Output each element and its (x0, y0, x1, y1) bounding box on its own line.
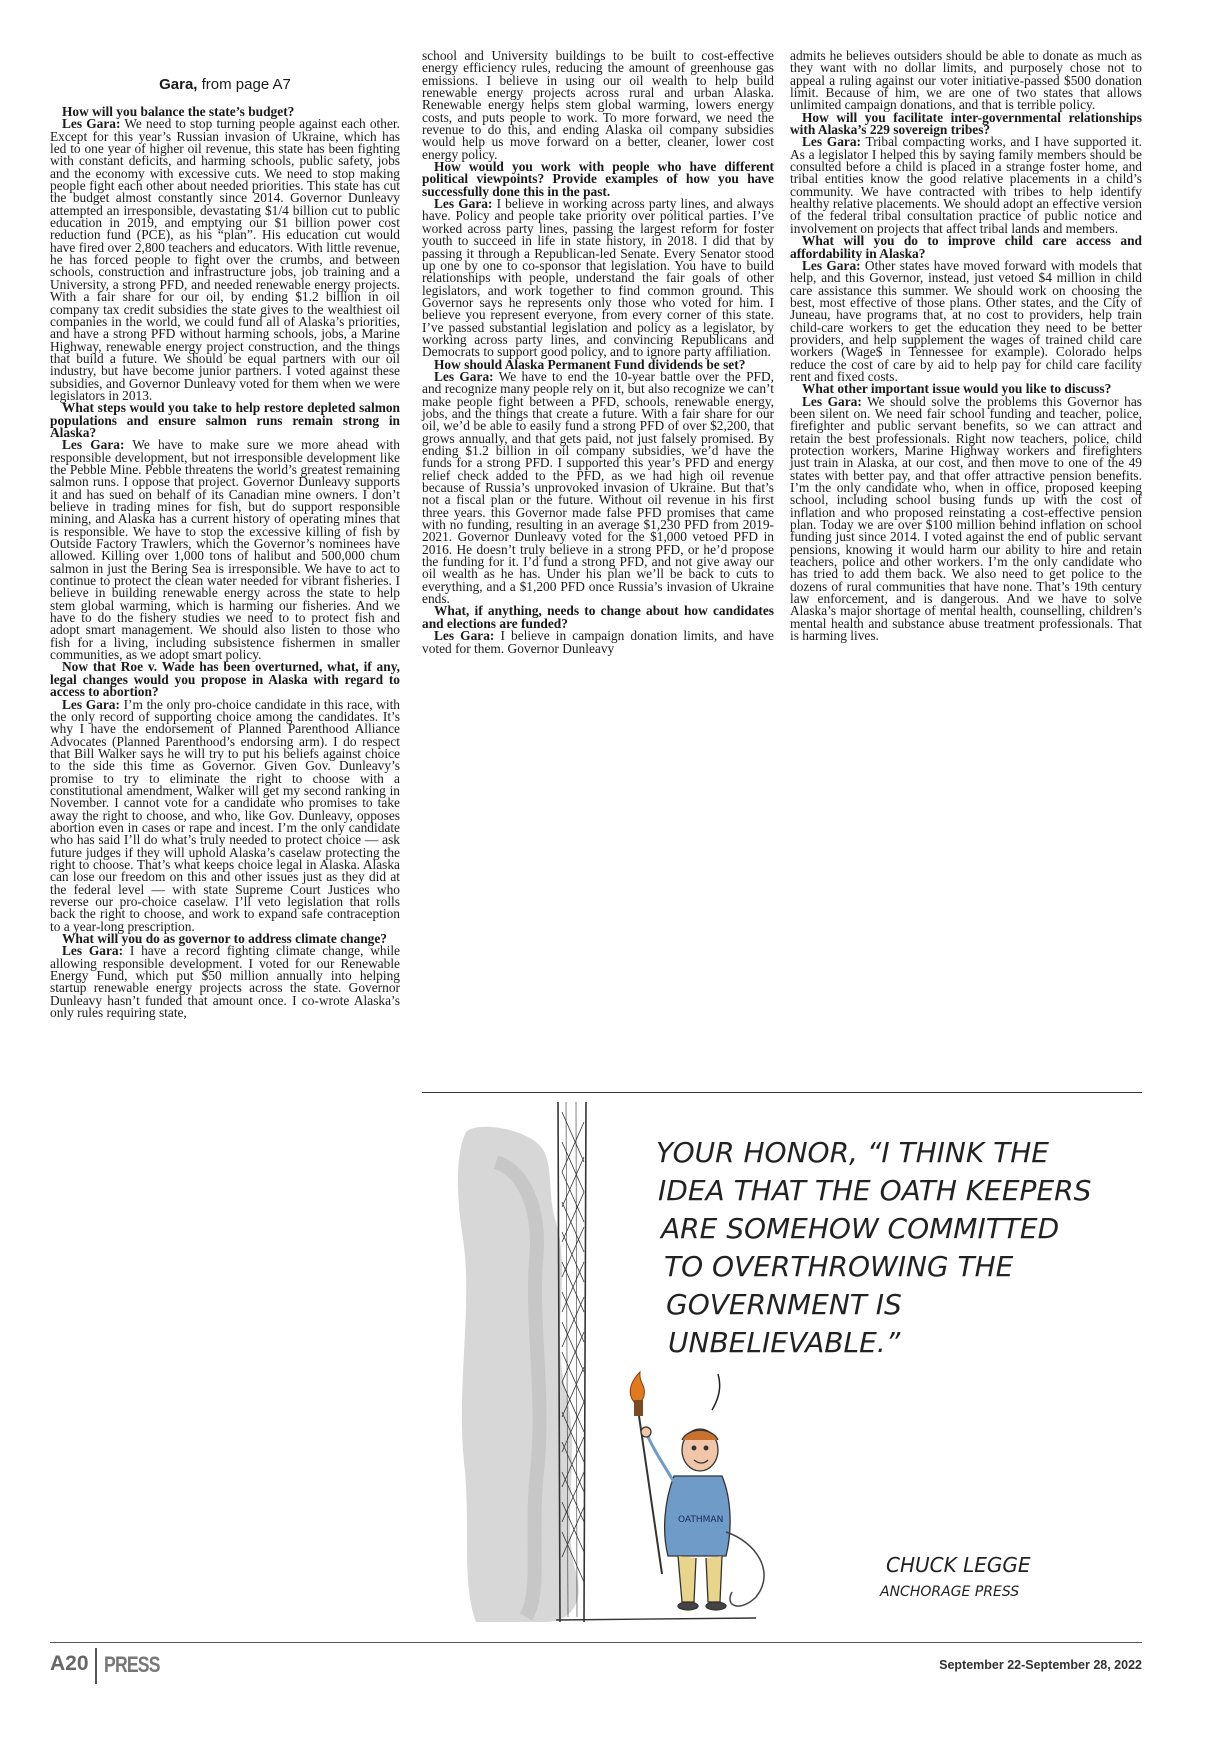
answer-text: I believe in working across party lines, and always have. Policy and people take priority over political parties. I’ve worked across party lines, passing the largest reform for foster youth to succeed in life in state history, in 2018. I did that by passing it through a Republican-led Senate. Every Senator stood up one by one to co-sponsor that legislation. You have to build relationships with people, understand the fair goals of other legislators, and work together to find common ground. This Governor says he represents only those who voted for him. I believe you represent everyone, from every corner of this state. I’ve passed substantial legislation and policy as a legislator, by working across party lines, and convincing Republicans and Democrats to support good policy, and to ignore party affiliation. (422, 196, 774, 360)
speaker: Les Gara: (62, 943, 124, 959)
caption-line-1: YOUR HONOR, “I THINK THE (656, 1136, 1049, 1169)
torch-icon (630, 1372, 662, 1574)
question: What will you do as governor to address climate change? (62, 931, 387, 947)
caption-line-4: TO OVERTHROWING THE (664, 1250, 1014, 1283)
jump-rest: from page A7 (197, 76, 291, 93)
speaker: Les Gara: (434, 196, 493, 212)
question: What will you do to improve child care access and affordability in Alaska? (790, 233, 1142, 261)
speaker: Les Gara: (434, 628, 495, 644)
question: What other important issue would you like to discuss? (802, 381, 1112, 397)
answer (422, 630, 774, 655)
answer-text: I’m the only pro-choice candidate in this race, with the only record of supporting choice among the candidates. It’s why I have the endorsement of Planned Parenthood Alliance Advocates (Planned Parenthood’s endorsing arm). I do respect that Bill Walker says he will try to put his beliefs against choice to the side this time as Governor. Given Gov. Dunleavy’s promise to try to eliminate the right to choose with a constitutional amendment, Walker will get my second ranking in November. I cannot vote for a candidate who promises to take away the right to choose, and who, like Gov. Dunleavy, opposes abortion even in cases or rape and incest. I’m the only candidate who has said I’ll do what’s truly needed to protect choice — ask future judges if they will uphold Alaska’s caselaw protecting the right to choose. That’s what keeps choice legal in Alaska. Alaska can lose our freedom on this and other issues just as they did at the federal level — with state Supreme Court Justices who reverse our pro-choice caselaw. I’ll veto legislation that rolls back the right to choose, and work to expand safe contraception to a year-long prescription. (50, 696, 400, 934)
question: What, if anything, needs to change about how candidates and elections are funded? (422, 603, 774, 631)
answer (50, 945, 400, 1019)
answer-text: We have to end the 10-year battle over the PFD, and recognize many people rely on it, but also recognize we can’t make people fight between a PFD, schools, renewable energy, jobs, and the things that create a future. With a fair share for our oil, we’d be able to easily fund a strong PFD of over $2,200, that grows annually, and that gets paid, not just falsely promised. By ending $1.2 billion in oil company subsidies, we’d have the funds for a strong PFD. I supported this year’s PFD and energy relief check added to the PFD, as we had high oil revenue because of Russia’s unprovoked invasion of Ukraine. But that’s not a fiscal plan or the future. Without oil revenue in his first three years. this Governor made false PFD promises that came with no funding, resulting in an average $1,230 PFD from 2019-2021. Governor Dunleavy voted for the $1,000 vetoed PFD in 2016. He doesn’t truly believe in a strong PFD, or he’d propose the funding for it. I’d fund a strong PFD, and not give away our oil wealth as he has. Under his plan we’ll be back to cuts to everything, and a $1,200 PFD once Russia’s invasion of Ukraine ends. (422, 368, 774, 607)
speaker: Les Gara: (802, 257, 861, 273)
speaker: Les Gara: (802, 134, 862, 150)
footer-rule (50, 1642, 1142, 1643)
continued-text: school and University buildings to be built to cost-effective energy efficiency rules, reducing the amount of greenhouse gas emissions. I believe in using our oil wealth to help build renewable energy projects across rural and urban Alaska. Renewable energy helps stem global warming, lowers energy costs, and puts people to work. To more forward, we need the revenue to do this, and ending Alaska oil company subsidies would help us move forward on a better, cleaner, lower cost energy policy. (422, 48, 774, 162)
answer-text: I have a record fighting climate change, while allowing responsible development. I voted for our Renewable Energy Fund, which put $50 million annually into helping startup renewable energy projects across the state. Governor Dunleavy hasn’t funded that amount once. I co-wrote Alaska’s only rules requiring state, (50, 943, 400, 1021)
answer (790, 136, 1142, 235)
answer-text: Other states have moved forward with models that help, and this Governor, instead, just vetoed $4 million in child care assistance this summer. We should work on choosing the best, most effective of those plans. Other states, and the City of Juneau, have programs that, at no cost to providers, help train child-care workers to get the education they need to be better providers, and help supplement the wages of trained child care workers (Wage$ in Tennessee for example). Colorado helps reduce the cost of care by aid to help pay for child care facility rent and fixed costs. (790, 257, 1142, 384)
answer (422, 368, 774, 607)
speaker: Les Gara: (62, 437, 125, 453)
continued-text: admits he believes outsiders should be able to donate as much as they want with no dollar limits, and purposely chose not to appeal a ruling against our voter initiative-passed $500 donation limit. Because of him, we are one of two states that allows unlimited campaign donations, and that is terrible policy. (790, 48, 1142, 113)
column-3 (790, 50, 1142, 643)
caption-line-6: UNBELIEVABLE.” (668, 1326, 901, 1359)
caption-line-2: IDEA THAT THE OATH KEEPERS (658, 1174, 1092, 1207)
answer-text: We need to stop turning people against each other. Except for this year’s Russian invasion of Ukraine, which has led to one year of higher oil revenue, this state has been fighting with constant deficits, and harming schools, public safety, jobs and the economy with excessive cuts. We need to stop making people fight each other about needed priorities. This state has cut the budget almost constantly since 2014. Governor Dunleavy attempted an irresponsible, devastating $1/4 billion cut to public education in 2019, and emptying our $1 billion power cost reduction fund (PCE), as his “plan”. His education cut would have fired over 2,800 teachers and educators. With little revenue, he has forced people to fight over the crumbs, and between schools, construction and infrastructure jobs, job training and a University, a strong PFD, and needed renewable energy projects. With a fair share for our oil, by ending $1.2 billion in oil company tax credit subsidies the state gives to the wealthiest oil companies in the world, we could fund all of Alaska’s priorities, and have a strong PFD without harming schools, jobs, a Marine Highway, renewable energy project construction, and the things that build a future. We should be equal partners with our oil industry, but have become junior partners. I voted against these subsidies, and Governor Dunleavy voted for them when we were legislators in 2013. (50, 116, 400, 403)
shirt-text: OATHMAN (678, 1515, 724, 1525)
answer (790, 257, 1142, 384)
footer-divider (95, 1648, 97, 1684)
answer (422, 198, 774, 358)
jump-name: Gara, (159, 76, 198, 93)
column-1 (50, 106, 400, 1019)
speaker: Les Gara: (434, 368, 494, 384)
caption-line-5: GOVERNMENT IS (666, 1288, 902, 1321)
cartoon-caption (656, 1136, 1091, 1359)
speaker: Les Gara: (802, 393, 862, 409)
answer (50, 696, 400, 934)
question: How will you facilitate inter-governmental relationships with Alaska’s 229 sovereign tribes? (790, 109, 1142, 138)
question: How will you balance the state’s budget? (62, 104, 295, 119)
speaker: Les Gara: (62, 696, 120, 712)
smoke-shading (458, 1127, 579, 1622)
caption-line-3: ARE SOMEHOW COMMITTED (661, 1212, 1060, 1245)
jump-line (50, 76, 400, 94)
cartoon-top-rule (422, 1092, 1142, 1093)
answer-text: We have to make sure we more ahead with responsible development, but not irresponsible development like the Pebble Mine. Pebble threatens the world’s greatest remaining salmon runs. I oppose that project. Governor Dunleavy supports it and has sued on behalf of its Canadian mine owners. I don’t believe in trading mines for fish, but do support responsible mining, and Alaska has a current history of operating mines that is responsible. We have to stop the excessive killing of fish by Outside Factory Trawlers, which the Governor’s nominees have allowed. Killing over 1,000 tons of halibut and 500,000 chum salmon in just the Bering Sea is irresponsible. We have to act to continue to protect the clean water needed for vibrant fisheries. I believe in building renewable energy across the state to help stem global warming, which is harming our fisheries. And we have to do the fishery studies we need to to protect fish and adopt smart management. We should also listen to those who fish for a living, including subsistence fishermen in smaller communities, as we adopt smart policy. (50, 437, 400, 663)
answer (50, 439, 400, 661)
question: What steps would you take to help restore depleted salmon populations and ensure salmon runs remain strong in Alaska? (50, 400, 400, 440)
editorial-cartoon (456, 1102, 1146, 1642)
speaker: Les Gara: (62, 116, 121, 132)
artist-signature (879, 1553, 1031, 1600)
protester-figure (641, 1427, 764, 1610)
press-logo: PRESS (104, 1652, 160, 1677)
signature-outlet: ANCHORAGE PRESS (880, 1584, 1020, 1600)
question: How should Alaska Permanent Fund dividends be set? (434, 356, 746, 372)
answer (790, 393, 1142, 644)
answer-text: I believe in campaign donation limits, and have voted for them. Governor Dunleavy (422, 628, 774, 656)
answer-text: Tribal compacting works, and I have supported it. As a legislator I helped this by saying family members should be consulted before a child is placed in a strange foster home, and tribal entities know the good relative placements in a child’s community. We have contracted with tribes to help identify healthy relative placements. We should adopt an effective version of the federal tribal consultation practice of public notice and involvement on projects that affect tribal lands and members. (790, 134, 1142, 236)
issue-date: September 22-September 28, 2022 (939, 1658, 1142, 1672)
signature-name: CHUCK LEGGE (886, 1553, 1031, 1577)
question: Now that Roe v. Wade has been overturned, what, if any, legal changes would you propose in Alaska with regard to access to abortion? (50, 659, 400, 700)
answer (50, 118, 400, 402)
column-2 (422, 50, 774, 655)
page-number: A20 (50, 1652, 89, 1675)
answer-text: We should solve the problems this Governor has been silent on. We need fair school funding and teacher, police, firefighter and public servant benefits, so we can attract and retain the best professionals. Right now teachers, police, child protection workers, Marine Highway workers and firefighters just train in Alaska, at our cost, and then move to one of the 49 states with better pay, and that offer attractive pension benefits. I’m the only candidate who, when in office, proposed keeping school, including school busing funds up with the cost of inflation and who proposed reinstating a cost-effective pension plan. Today we are over $100 million behind inflation on school funding just since 2014. I voted against the end of public servant pensions, knowing it would harm our ability to hire and retain teachers, police and other workers. I’m the only candidate who has tried to add them back. We also need to get police to the dozens of rural communities that have none. That’s 19th century law enforcement, and is dangerous. And we have to solve Alaska’s major shortage of mental health, counselling, children’s mental health and substance abuse treatment professionals. That is harming lives. (790, 393, 1142, 644)
question: How would you work with people who have different political viewpoints? Provide examples of how you have successfully done this in the past. (422, 159, 774, 199)
